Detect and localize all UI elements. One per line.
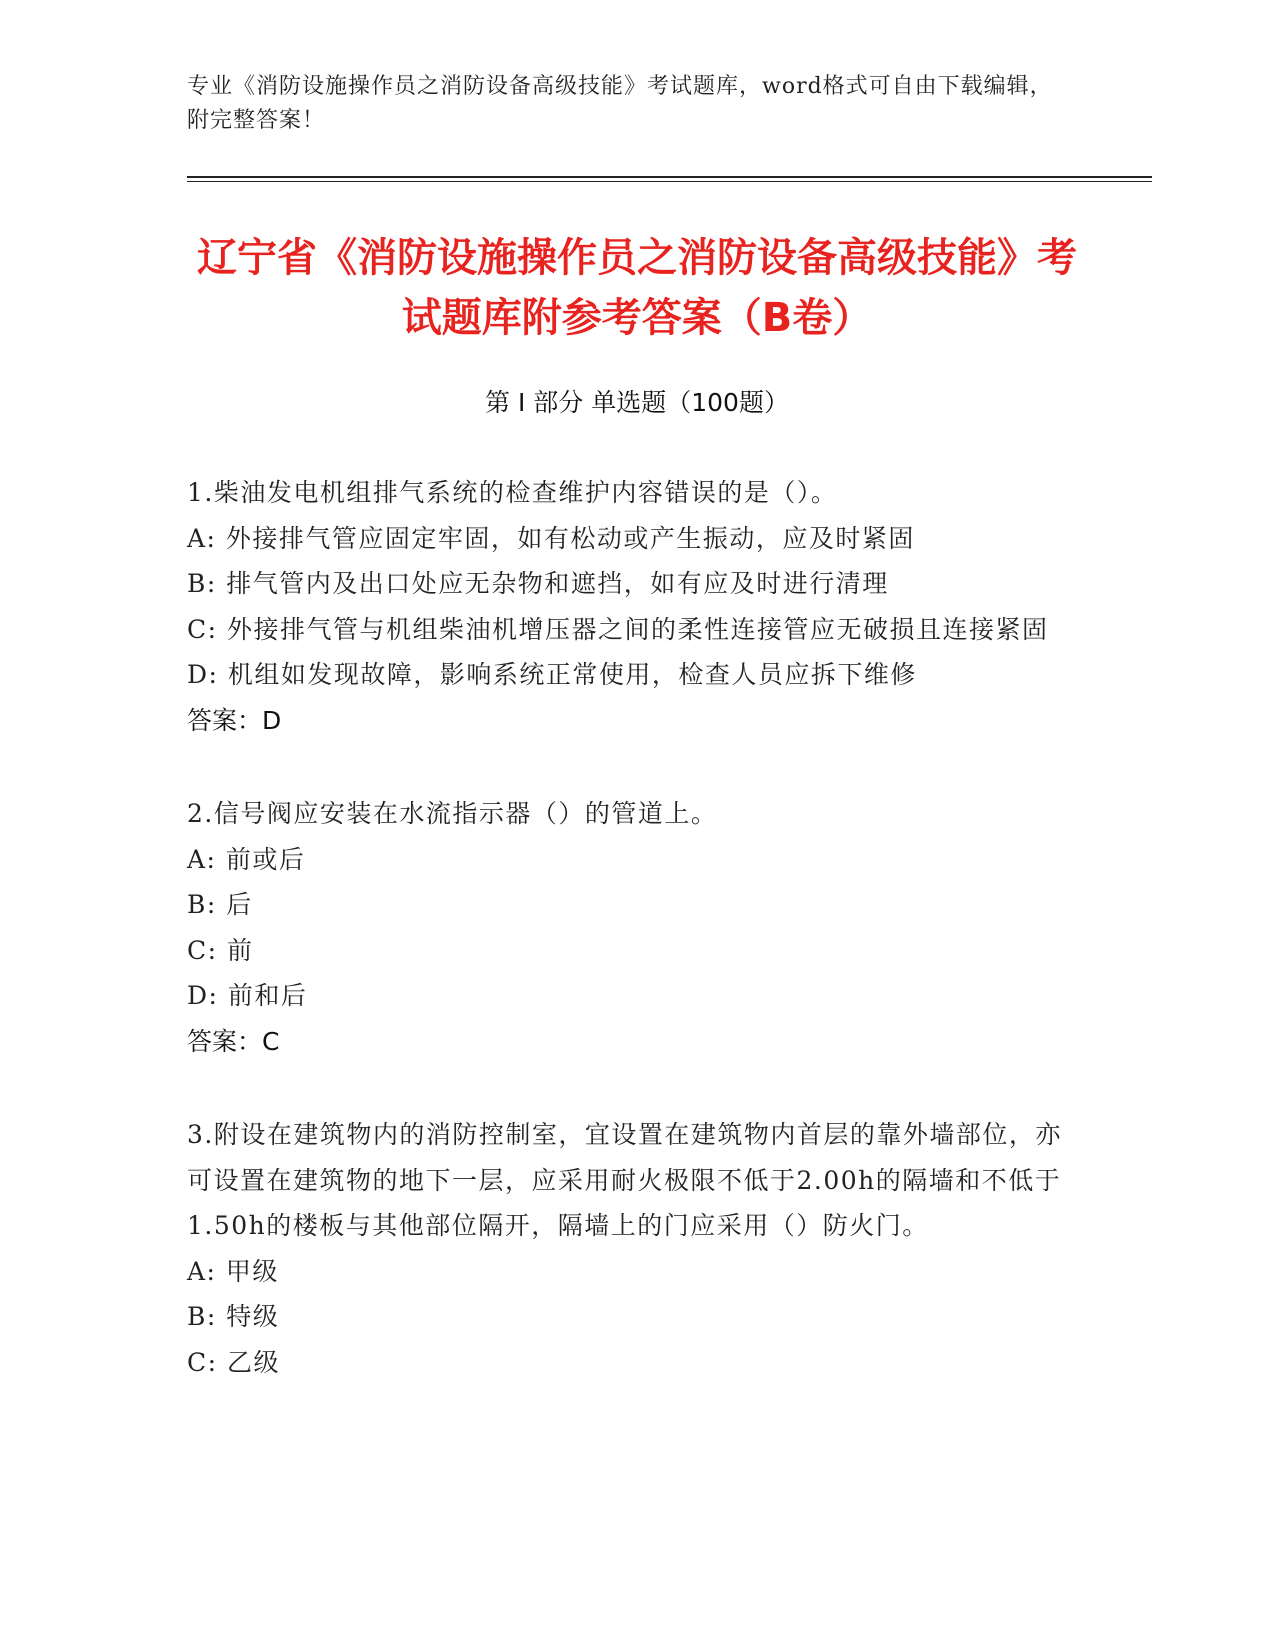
option-c: C: 前	[187, 935, 254, 965]
option-b: B: 后	[187, 890, 253, 919]
header-divider-thin	[187, 181, 1152, 182]
question-text: 3.附设在建筑物内的消防控制室，宜设置在建筑物内首层的靠外墙部位，亦可设置在建筑物的地下一层，应采用耐火极限不低于2.00h的隔墙和不低于1.50h的楼板与其他部位隔开，隔墙上的门应采用（）防火门。	[187, 1120, 1062, 1240]
option-c: C: 外接排气管与机组柴油机增压器之间的柔性连接管应无破损且连接紧固	[187, 614, 1049, 644]
question-text: 1.柴油发电机组排气系统的检查维护内容错误的是（）。	[187, 478, 838, 507]
option-b: B: 排气管内及出口处应无杂物和遮挡，如有应及时进行清理	[187, 569, 889, 598]
answer-label: 答案：C	[187, 1026, 280, 1056]
question-list	[187, 470, 1077, 1433]
header-divider-thick	[187, 176, 1152, 178]
answer-label: 答案：D	[187, 705, 282, 735]
option-a: A: 甲级	[187, 1256, 279, 1286]
option-d: D: 前和后	[187, 981, 308, 1010]
question-1	[187, 470, 1077, 743]
option-a: A: 前或后	[187, 844, 306, 874]
header-note: 专业《消防设施操作员之消防设备高级技能》考试题库，word格式可自由下载编辑，附完整答案！	[187, 74, 1053, 133]
option-a: A: 外接排气管应固定牢固，如有松动或产生振动，应及时紧固	[187, 523, 915, 553]
option-b: B: 特级	[187, 1302, 280, 1331]
option-d: D: 机组如发现故障，影响系统正常使用，检查人员应拆下维修	[187, 660, 917, 689]
document-title: 辽宁省《消防设施操作员之消防设备高级技能》考试题库附参考答案（B卷）	[197, 235, 1077, 341]
option-c: C: 乙级	[187, 1347, 280, 1377]
question-text: 2.信号阀应安装在水流指示器（）的管道上。	[187, 799, 718, 828]
section-title: 第 I 部分 单选题（100题）	[485, 388, 789, 417]
question-3	[187, 1112, 1077, 1385]
question-2	[187, 791, 1077, 1064]
